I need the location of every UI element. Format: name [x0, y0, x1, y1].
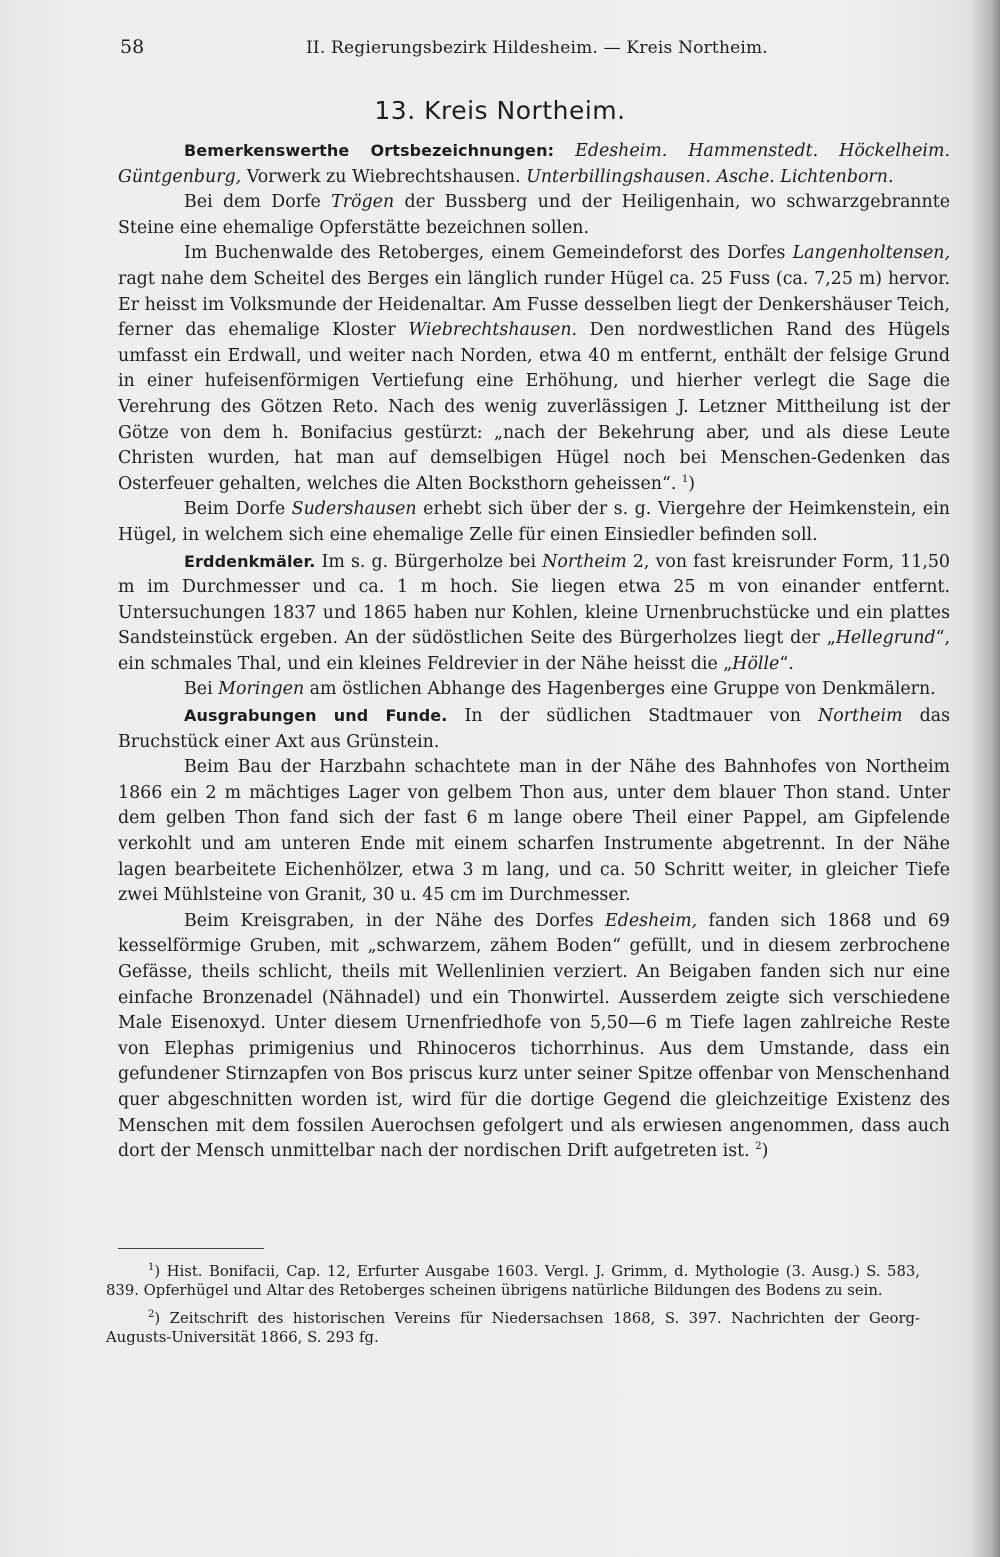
paragraph-text: Beim Bau der Harzbahn schachtete man in der Nähe des Bahnhofes von Northeim 1866 ein 2 m mächtiges Lager von gelbem Thon aus, unter dem blauer Thon stand. Unter dem gelben Thon fand sich der fast 6 m lange obere Theil einer Pappel, am Gipfelende verkohlt und am unteren Ende mit einem scharfen Instrumente abgetrennt. In der Nähe lagen bearbeitete Eichenhölzer, etwa 3 m lang, und ca. 50 Schritt weiter, in gleicher Tiefe zwei Mühlsteine von Granit, 30 u. 45 cm im Durchmesser. — [118, 757, 950, 906]
page-edge-shadow — [970, 0, 1000, 1557]
place-name-italic: Edesheim, — [605, 910, 698, 931]
place-name-italic: Northeim — [817, 706, 903, 727]
paragraph-retoberg — [118, 241, 950, 497]
paragraph-text: ragt nahe dem Scheitel des Berges ein länglich runder Hügel ca. 25 Fuss (ca. 7,25 m) hervor. Er heisst im Volksmunde der Heidenaltar. Am Fusse desselben liegt der Denkershäuser Teich, ferner das ehemalige Kloster — [118, 268, 950, 341]
place-name-italic: Langenholtensen, — [792, 243, 950, 264]
place-name-italic: Northeim — [542, 551, 627, 572]
body-text — [118, 138, 950, 1165]
footnotes — [106, 1262, 920, 1356]
place-name-italic: Hellegrund — [835, 628, 936, 649]
paragraph-troegen — [118, 190, 950, 241]
place-name-italic: Hölle — [732, 653, 780, 674]
paragraph-kreisgraben — [118, 909, 950, 1165]
section-title: 13. Kreis Northeim. — [374, 96, 626, 125]
paragraph-text: Bei dem Dorfe — [184, 192, 332, 213]
paragraph-ausgrabungen — [118, 703, 950, 755]
place-name-italic: Moringen — [218, 679, 305, 700]
paragraph-sudershausen — [118, 497, 950, 548]
paragraph-text: Im Buchenwalde des Retoberges, einem Gemeindeforst des Dorfes — [184, 243, 793, 264]
paragraph-text: der Bussberg und der Heiligenhain, wo schwarzgebrannte Steine eine ehemalige Opferstätte bezeichnen sollen. — [118, 192, 950, 238]
footnote-text: ) Zeitschrift des historischen Vereins für Niedersachsen 1868, S. 397. Nachrichten der Georg-Augusts-Universität 1866, S. 293 fg. — [106, 1310, 920, 1346]
paragraph-text: das Bruchstück einer Axt aus Grünstein. — [118, 706, 951, 752]
place-names-italic: Edesheim. Hammenstedt. Höckelheim. Güntgenburg, — [118, 141, 950, 187]
paragraph-text: ) — [761, 1141, 769, 1162]
footnote-text: ) Hist. Bonifacii, Cap. 12, Erfurter Ausgabe 1603. Vergl. J. Grimm, d. Mythologie (3. Ausg.) S. 583, 839. Opferhügel und Altar des Retoberges scheinen übrigens natürliche Bildungen des Bodens zu sein. — [106, 1263, 920, 1299]
paragraph-text: 2, von fast kreisrunder Form, 11,50 m im Durchmesser und ca. 1 m hoch. Sie liegen etwa 25 m von einander entfernt. Untersuchungen 1837 und 1865 haben nur Kohlen, kleine Urnenbruchstücke und ein plattes Sandsteinstück ergeben. An der südöstlichen Seite des Bürgerholzes liegt der „ — [118, 551, 950, 649]
paragraph-harzbahn — [118, 755, 950, 909]
page-header — [120, 36, 950, 66]
paragraph-text: “. — [779, 653, 794, 674]
footnote-divider — [118, 1248, 264, 1249]
footnote-marker-2: 2 — [148, 1309, 155, 1321]
paragraph-text: fanden sich 1868 und 69 kesselförmige Gruben, mit „schwarzem, zähem Boden“ gefüllt, und in diesem zerbrochene Gefässe, theils schlicht, theils mit Wellenlinien verziert. An Beigaben fanden sich nur eine einfache Bronzenadel (Nähnadel) und ein Thonwirtel. Ausserdem zeigte sich verschiedene Male Eisenoxyd. Unter diesem Urnenfriedhofe von 5,50—6 m Tiefe lagen zahlreiche Reste von Elephas primigenius und Rhinoceros tichorrhinus. Aus dem Umstande, dass ein gefundener Stirnzapfen von Bos priscus kurz unter seiner Spitze offenbar von Menschenhand quer abgeschnitten worden ist, wird für die dortige Gegend die gleichzeitige Existenz des Menschen mit dem fossilen Auerochsen gefolgert und als erwiesen angenommen, dass auch dort der Mensch unmittelbar nach der nordischen Drift aufgetreten ist. — [118, 910, 950, 1162]
paragraph-text: Den nordwestlichen Rand des Hügels umfasst ein Erdwall, und weiter nach Norden, etwa 40 m entfernt, enthält der felsige Grund in einer hufeisenförmigen Vertiefung eine Erhöhung, und hierher verlegt die Sage die Verehrung des Götzen Reto. Nach des wenig zuverlässigen J. Letzner Mittheilung ist der Götze von dem h. Bonifacius gestürzt: „nach der Bekehrung aber, und als diese Leute Christen wurden, hat man auf demselbigen Hügel noch bei Menschen-Gedenken das Osterfeuer gehalten, welches die Alten Bocksthorn geheissen“. — [118, 320, 950, 494]
rubric-ortsbezeichnungen: Bemerkenswerthe Ortsbezeichnungen: — [184, 141, 555, 160]
paragraph-text: In der südlichen Stadtmauer von — [447, 706, 818, 727]
paragraph-text: Beim Kreisgraben, in der Nähe des Dorfes — [184, 910, 606, 931]
paragraph-text: erhebt sich über der s. g. Viergehre der Heimkenstein, ein Hügel, in welchem sich eine ehemalige Zelle für einen Einsiedler befinden soll. — [118, 499, 950, 545]
paragraph-moringen — [118, 677, 950, 703]
paragraph-text: Im s. g. Bürgerholze bei — [315, 551, 543, 572]
paragraph-text: am östlichen Abhange des Hagenberges eine Gruppe von Denkmälern. — [304, 679, 936, 700]
paragraph-text: Bei — [184, 679, 219, 700]
place-name-italic: Wiebrechtshausen. — [408, 320, 578, 341]
footnote-ref-1: 1 — [681, 473, 689, 485]
footnote-ref-2: 2 — [755, 1141, 762, 1153]
rubric-ausgrabungen: Ausgrabungen und Funde. — [184, 706, 448, 726]
paragraph-ortsbezeichnungen — [118, 138, 950, 190]
place-names-italic: Unterbillingshausen. Asche. Lichtenborn. — [526, 166, 894, 187]
page-number: 58 — [120, 36, 145, 58]
place-name-italic: Trögen — [331, 192, 395, 213]
running-title: II. Regierungsbezirk Hildesheim. — Kreis Northeim. — [306, 38, 768, 58]
paragraph-text: “, ein schmales Thal, und ein kleines Feldrevier in der Nähe heisst die „ — [118, 628, 950, 674]
footnote-1 — [106, 1262, 920, 1300]
rubric-erddenkmaeler: Erddenkmäler. — [184, 551, 316, 571]
paragraph-text: Vorwerk zu Wiebrechtshausen. — [241, 166, 527, 187]
paragraph-text: Beim Dorfe — [184, 499, 292, 520]
footnote-2 — [106, 1309, 920, 1347]
paragraph-text: ) — [688, 473, 696, 494]
place-name-italic: Sudershausen — [291, 499, 417, 520]
footnote-marker-1: 1 — [148, 1262, 155, 1274]
paragraph-erddenkmaeler — [118, 549, 950, 678]
